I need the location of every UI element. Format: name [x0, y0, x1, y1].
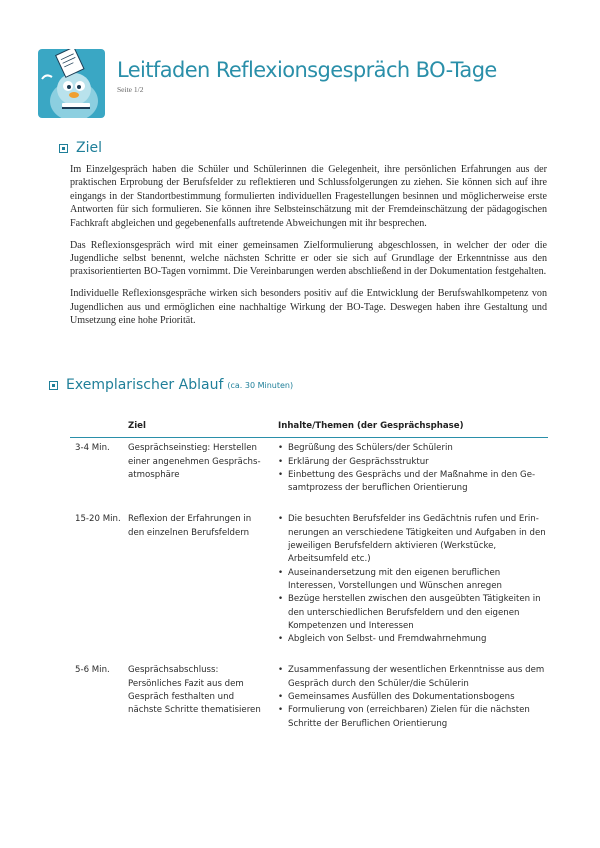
table-row	[70, 660, 548, 730]
section-heading-ziel	[59, 140, 102, 156]
section-ziel-title: Ziel	[76, 140, 102, 156]
document-title: Leitfaden Reflexionsgespräch BO-Tage	[117, 58, 497, 82]
paragraph: Das Reflexionsgespräch wird mit einer gemeinsamen Zielformulierung abgeschlossen, in welcher der oder die Jugendliche selbst benennt, welche nächsten Schritte er oder sie sich auf Grundlage der Erkenntnisse aus den praxisorientierten BO-Tagen vornimmt. Die Vereinbarungen werden abschließend in der Dokumentation festgehalten.	[70, 239, 547, 278]
section-ablauf-title: Exemplarischer Ablauf	[66, 377, 224, 393]
list-item: • Gemeinsames Ausfüllen des Dokumentationsbogens	[278, 691, 548, 704]
list-item: • Zusammenfassung der wesentlichen Erkenntnisse aus dem Gespräch durch den Schüler/die Schülerin	[278, 664, 548, 691]
col-header-inhalte: Inhalte/Themen (der Gesprächsphase)	[278, 421, 464, 431]
col-header-ziel: Ziel	[128, 421, 146, 431]
section-ablauf-note: (ca. 30 Minuten)	[227, 380, 294, 390]
list-item: • Erklärung der Gesprächsstruktur	[278, 456, 548, 469]
section-heading-ablauf	[49, 377, 293, 393]
row-time: 15-20 Min.	[75, 514, 121, 525]
list-item: • Bezüge herstellen zwischen den ausgeübten Tätigkeiten in den unterschiedlichen Berufsfeldern und den eigenen Kompetenzen und Interessen	[278, 593, 548, 633]
list-item: • Auseinandersetzung mit den eigenen beruflichen Interessen, Vorstellungen und Wünschen anregen	[278, 567, 548, 594]
ziel-body	[70, 163, 547, 336]
list-item: • Abgleich von Selbst- und Fremdwahrnehmung	[278, 633, 548, 646]
table-row	[70, 509, 548, 646]
section-bullet-icon	[59, 144, 68, 153]
list-item: • Formulierung von (erreichbaren) Zielen für die nächsten Schritte der Beruflichen Orientierung	[278, 704, 548, 731]
row-time: 3-4 Min.	[75, 443, 110, 454]
list-item: • Die besuchten Berufsfelder ins Gedächtnis rufen und Erinnerungen an verschiedene Tätigkeiten und Aufgaben in den jeweiligen Berufsfeldern aktivieren (Werkstücke, Arbeitsumfeld etc.)	[278, 513, 548, 566]
section-bullet-icon	[49, 381, 58, 390]
table-header	[70, 420, 548, 438]
row-time: 5-6 Min.	[75, 665, 110, 676]
logo-illustration	[38, 49, 105, 118]
list-item: • Einbettung des Gesprächs und der Maßnahme in den Gesamtprozess der beruflichen Orientierung	[278, 469, 548, 496]
page-indicator: Seite 1/2	[117, 85, 144, 94]
table-row	[70, 438, 548, 495]
paragraph: Individuelle Reflexionsgespräche wirken sich besonders positiv auf die Entwicklung der Berufswahlkompetenz von Jugendlichen aus und ermöglichen eine nachhaltige Wirkung der BO-Tage. Deswegen haben ihre Gestaltung und Umsetzung eine hohe Priorität.	[70, 288, 547, 327]
paragraph: Im Einzelgespräch haben die Schüler und Schülerinnen die Gelegenheit, ihre persönlichen Erfahrungen aus der praktischen Erprobung der Berufsfelder zu reflektieren und Schlussfolgerungen zu ziehen. Sie können sich auf ihre eingangs in der Standortbestimmung formulierten individuellen Fragestellungen besinnen und möglicherweise erste Antworten für sich formulieren. Sie können ihre Selbsteinschätzung mit der Fremdeinschätzung der pädagogischen Fachkraft abgleichen und gegebenenfalls auftretende Abweichungen mit ihr besprechen.	[70, 164, 547, 229]
schedule-table	[70, 420, 548, 731]
row-goal: Gesprächseinstieg: Herstellen einer angenehmen Gesprächsatmosphäre	[128, 443, 261, 480]
list-item: • Begrüßung des Schülers/der Schülerin	[278, 442, 548, 455]
row-goal: Gesprächsabschluss: Persönliches Fazit aus dem Gespräch festhalten und nächste Schritte thematisieren	[128, 665, 261, 716]
row-goal: Reflexion der Erfahrungen in den einzelnen Berufsfeldern	[128, 514, 252, 538]
